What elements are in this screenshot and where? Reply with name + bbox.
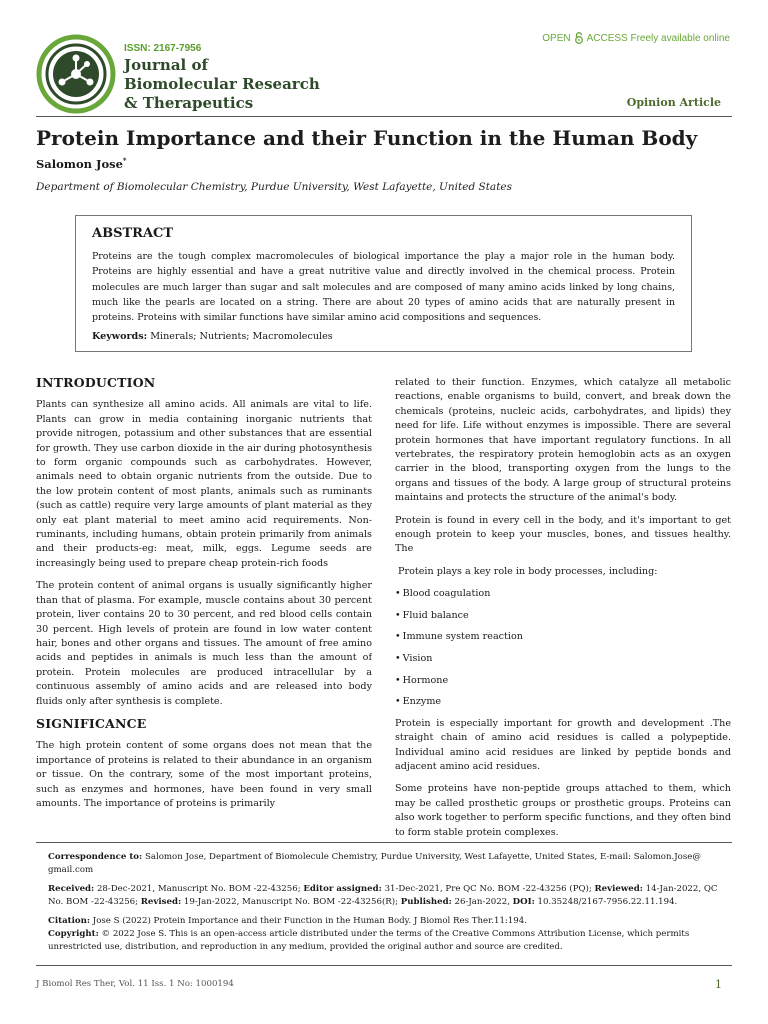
article-type: Opinion Article [626, 96, 721, 109]
citation [48, 915, 732, 928]
received-label: Received: [48, 884, 95, 894]
right-paragraph-2: Protein is found in every cell in the body, and it's important to get enough protein to keep your muscles, bones, and tissues healthy. The [395, 514, 731, 555]
reviewed-value: 14-Jan-2022, QC No. BOM -22-43256; [48, 884, 718, 907]
received-value: 28-Dec-2021, Manuscript No. BOM -22-43256; [96, 884, 301, 894]
author-mark: * [122, 156, 127, 165]
journal-name-line-2: Biomolecular Research [124, 75, 320, 93]
editor-label: Editor assigned: [303, 884, 382, 894]
right-paragraph-1: related to their function. Enzymes, which catalyze all metabolic reactions, enable organisms to build, convert, and break down the chemicals (proteins, nucleic acids, carbohydrates, and lipids) they need for life. Life without enzymes is impossible. There are several protein hormones that have important regulatory functions. In all vertebrates, the respiratory protein hemoglobin acts as an oxygen carrier in the blood, transporting oxygen from the lungs to the organs and tissues of the body. A large group of structural proteins maintains and protects the structure of the animal's body. [395, 377, 731, 504]
molecule-logo-icon [36, 34, 116, 114]
published-value: 26-Jan-2022, [454, 897, 510, 907]
abstract-heading: ABSTRACT [92, 226, 174, 241]
dates [48, 883, 732, 909]
correspondence-label: Correspondence to: [48, 852, 143, 862]
journal-name-line-1: Journal of [124, 56, 208, 74]
keywords-label: Keywords: [92, 331, 148, 343]
intro-paragraph-2: The protein content of animal organs is usually significantly higher than that of plasma. For example, muscle contains about 30 percent protein, liver contains 20 to 30 percent, and red blood cells contain 30 percent. High levels of protein are found in low water content hair, bones and other organs and tissues. The amount of free amino acids and peptides in animals is much less than the amount of protein. Protein molecules are produced intracellular by a continuous assembly of amino acids and are released into body fluids only after synthesis is complete. [36, 580, 372, 707]
copyright-text: © 2022 Jose S. This is an open-access article distributed under the terms of the Creative Commons Attribution License, which permits unrestricted use, distribution, and reproduction in any medium, provided the original author and source are credited. [48, 929, 690, 952]
issn: ISSN: 2167-7956 [124, 43, 202, 54]
open-access-prefix: OPEN [542, 32, 571, 44]
citation-text: Jose S (2022) Protein Importance and their Function in the Human Body. J Biomol Res Ther.11:194. [92, 916, 527, 926]
left-column [36, 376, 372, 832]
citation-label: Citation: [48, 916, 91, 926]
open-lock-icon [574, 32, 584, 44]
doi-label: DOI: [512, 897, 535, 907]
open-access-suffix: ACCESS Freely available online [586, 32, 730, 44]
keywords [92, 331, 675, 342]
list-item: • Vision [395, 652, 731, 666]
abstract-text: Proteins are the tough complex macromolecules of biological importance the play a major role in the human body. Proteins are highly essential and have a great nutritive value and directly involved in the chemical process. Protein molecules are much larger than sugar and salt molecules and are composed of many amino acids linked by long chains, much like the pearls are located on a string. There are about 20 types of amino acids that are naturally present in proteins. Proteins with similar functions have similar amino acid compositions and sequences. [92, 251, 675, 324]
list-item: • Hormone [395, 674, 731, 688]
correspondence-text: Salomon Jose, Department of Biomolecule Chemistry, Purdue University, West Lafayette, United States, E-mail: Salomon.Jose@ gmail.com [48, 852, 701, 875]
right-paragraph-5: Some proteins have non-peptide groups attached to them, which may be called prosthetic groups or prosthetic groups. Proteins can also work together to perform specific functions, and they often bind to form stable protein complexes. [395, 783, 731, 838]
correspondence [48, 851, 732, 877]
list-item: • Immune system reaction [395, 630, 731, 644]
intro-paragraph-1: Plants can synthesize all amino acids. All animals are vital to life. Plants can grow in media containing inorganic nutrients that provide nitrogen, potassium and other substances that are essential for growth. They use carbon dioxide in the air during photosynthesis to form organic compounds such as carbohydrates. However, animals need to obtain organic nutrients from the outside. Due to the low protein content of most plants, animals such as ruminants (such as cattle) require very large amounts of plant material as they only eat plant material to meet amino acid requirements. Non-ruminants, including humans, obtain protein primarily from animals and their products-eg: meat, milk, eggs. Legume seeds are increasingly being used to prepare cheap protein-rich foods [36, 399, 372, 569]
revised-label: Revised: [140, 897, 182, 907]
right-column [395, 376, 731, 838]
footnotes [48, 851, 732, 960]
abstract-box [75, 215, 692, 352]
page-number: 1 [715, 978, 722, 991]
revised-value: 19-Jan-2022, Manuscript No. BOM -22-43256(R); [183, 897, 399, 907]
protein-role-list [395, 587, 731, 709]
list-item: • Blood coagulation [395, 587, 731, 601]
header-divider [36, 116, 732, 117]
keywords-list: Minerals; Nutrients; Macromolecules [150, 331, 333, 343]
affiliation: Department of Biomolecular Chemistry, Purdue University, West Lafayette, United States [36, 181, 513, 193]
journal-name-line-3: & Therapeutics [124, 94, 254, 112]
right-paragraph-3: Protein plays a key role in body processes, including: [395, 565, 658, 577]
published-label: Published: [400, 897, 452, 907]
significance-heading: SIGNIFICANCE [36, 715, 147, 731]
right-paragraph-4: Protein is especially important for growth and development .The straight chain of amino acid residues is called a polypeptide. Individual amino acid residues are linked by peptide bonds and adjacent amino acid residues. [395, 717, 731, 773]
introduction-heading: INTRODUCTION [36, 376, 156, 390]
author [36, 156, 127, 171]
footnote-divider [36, 842, 732, 843]
open-access-badge [542, 32, 730, 44]
doi-value[interactable]: 10.35248/2167-7956.22.11.194. [537, 897, 678, 907]
running-footer: J Biomol Res Ther, Vol. 11 Iss. 1 No: 1000194 [36, 979, 234, 989]
reviewed-label: Reviewed: [594, 884, 643, 894]
journal-name [124, 56, 384, 113]
significance-paragraph: The high protein content of some organs does not mean that the importance of proteins is related to their abundance in an organism or tissue. On the contrary, some of the most important proteins, such as enzymes and hormones, have been found in very small amounts. The importance of proteins is primarily [36, 740, 372, 809]
list-item: • Enzyme [395, 695, 731, 709]
article-title: Protein Importance and their Function in the Human Body [36, 126, 698, 150]
footer-divider [36, 965, 732, 966]
author-name: Salomon Jose [36, 156, 123, 171]
editor-value: 31-Dec-2021, Pre QC No. BOM -22-43256 (PQ); [384, 884, 592, 894]
copyright-label: Copyright: [48, 929, 99, 939]
copyright [48, 928, 732, 954]
list-item: • Fluid balance [395, 609, 731, 623]
